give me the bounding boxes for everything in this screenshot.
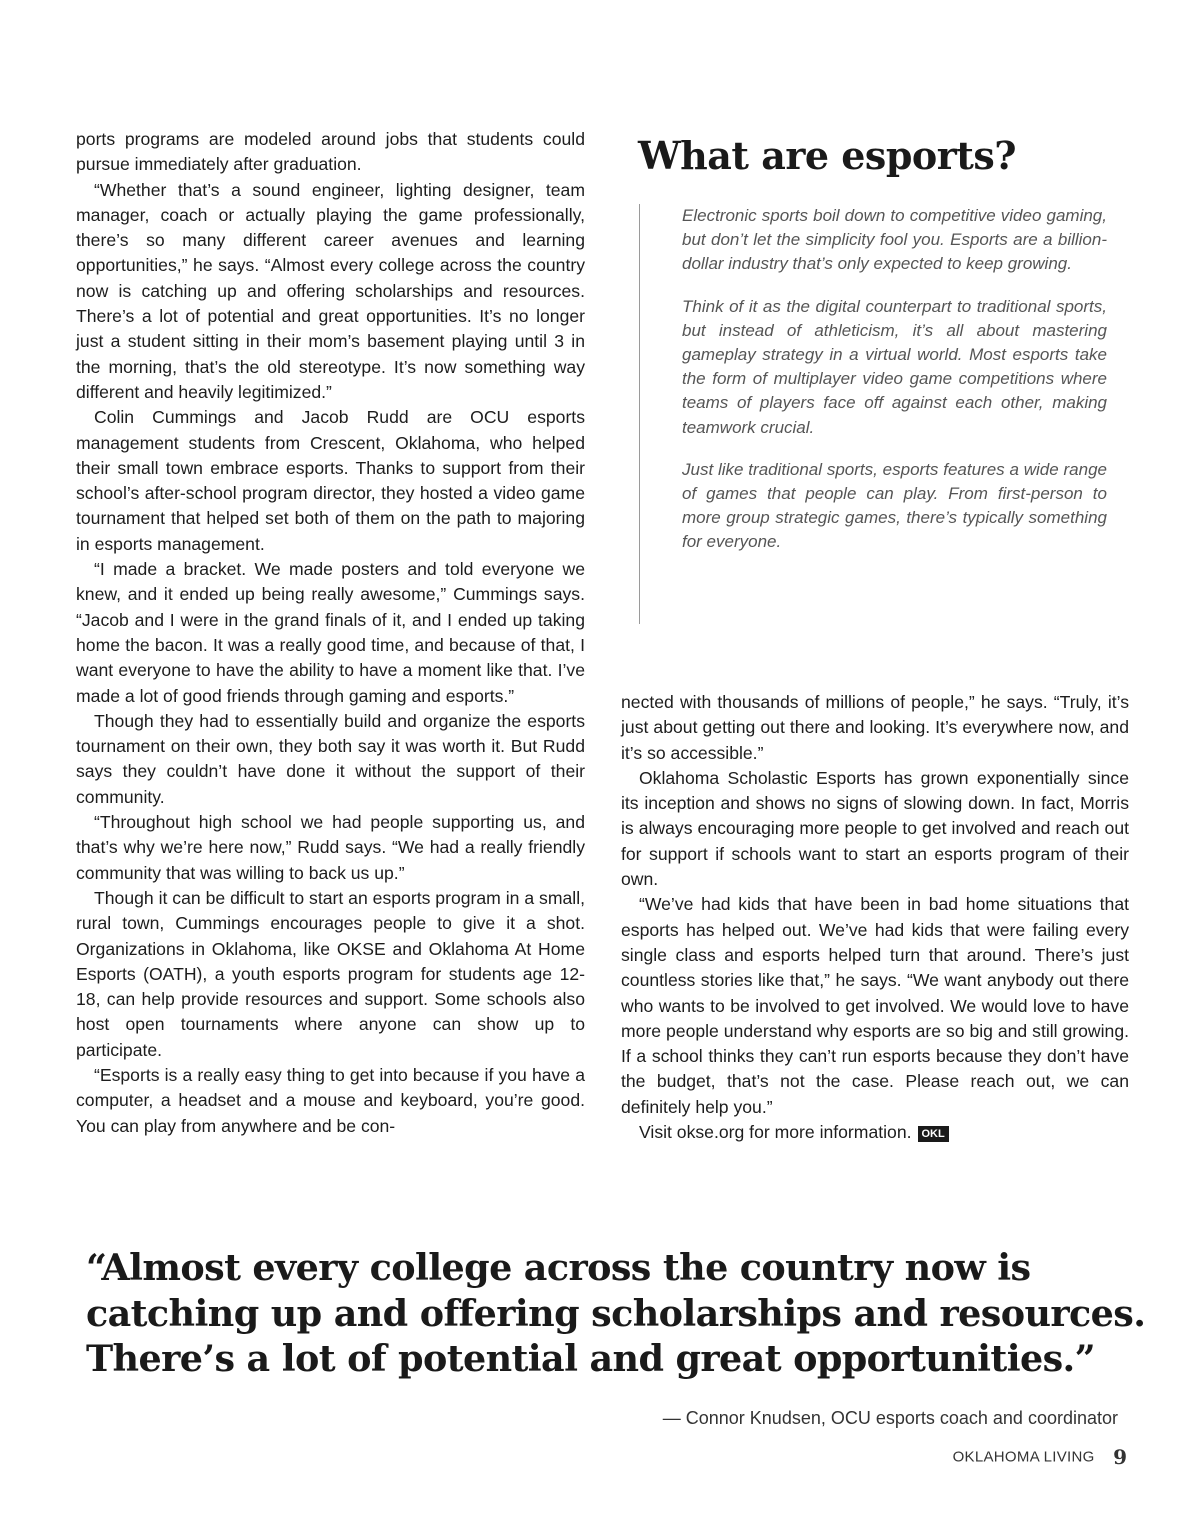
article-paragraph: “Esports is a really easy thing to get into because if you have a computer, a headset and a mouse and keyboard, you’re good. You can play from anywhere and be con- [76, 1064, 585, 1136]
sidebar-paragraph: Electronic sports boil down to competitive video gaming, but don’t let the simplicity fool you. Esports are a billion-dollar industry that’s only expected to keep growing. [682, 206, 1107, 274]
article-paragraph: nected with thousands of millions of people,” he says. “Truly, it’s just about getting out there and looking. It’s everywhere now, and it’s so accessible.” [621, 692, 1129, 763]
end-mark-badge: OKL [918, 1126, 949, 1142]
pull-quote-attribution: — Connor Knudsen, OCU esports coach and coordinator [662, 1408, 1118, 1428]
sidebar-paragraph: Just like traditional sports, esports features a wide range of games that people can play. From first-person to more group strategic games, there’s typically something for everyone. [682, 459, 1107, 552]
article-paragraph: “Throughout high school we had people supporting us, and that’s why we’re here now,” Rudd says. “We had a really friendly community that was willing to back us up.” [76, 812, 585, 883]
article-paragraph: “Whether that’s a sound engineer, lighting designer, team manager, coach or actually playing the game professionally, there’s so many different career avenues and learning opportunities,” he says. “Almost every college across the country now is catching up and offering scholarships and resources. There’s a lot of potential and great opportunities. It’s no longer just a student sitting in their mom’s basement playing until 3 in the morning, that’s the old stereotype. It’s now something way different and heavily legitimized.” [76, 179, 585, 402]
right-article-column [621, 690, 1129, 1145]
publication-name: OKLAHOMA LIVING [952, 1448, 1095, 1466]
article-paragraph: Though it can be difficult to start an esports program in a small, rural town, Cummings encourages people to give it a shot. Organizations in Oklahoma, like OKSE and Oklahoma At Home Esports (OATH), a youth esports program for students age 12-18, can help provide resources and support. Some schools also host open tournaments where anyone can show up to participate. [76, 887, 585, 1060]
sidebar-title: What are esports? [638, 133, 1016, 178]
article-paragraph: “We’ve had kids that have been in bad home situations that esports has helped out. We’ve had kids that were failing every single class and esports helped turn that around. There’s just countless stories like that,” he says. “We want anybody out there who wants to be involved to get involved. We would love to have more people understand why esports are so big and still growing. If a school thinks they can’t run esports because they don’t have the budget, that’s not the case. Please reach out, we can definitely help you.” [621, 894, 1129, 1117]
pull-quote: “Almost every college across the country now is catching up and offering scholarships and resources. There’s a lot of potential and great opportunities.” [86, 1246, 1146, 1380]
sidebar-text [682, 204, 1107, 573]
sidebar-box [639, 204, 1108, 624]
closing-paragraph [621, 1120, 1129, 1145]
article-paragraph: “I made a bracket. We made posters and told everyone we knew, and it ended up being really awesome,” Cummings says. “Jacob and I were in the grand finals of it, and I ended up taking home the bacon. It was a really good time, and because of that, I want everyone to have the ability to have a moment like that. I’ve made a lot of good friends through gaming and esports.” [76, 559, 585, 706]
article-paragraph: Though they had to essentially build and organize the esports tournament on their own, they both say it was worth it. But Rudd says they couldn’t have done it without the support of their community. [76, 710, 585, 807]
sidebar-paragraph: Think of it as the digital counterpart to traditional sports, but instead of athleticism, it’s all about mastering gameplay strategy in a virtual world. Most esports take the form of multiplayer video game competitions where teams of players face off against each other, making teamwork crucial. [682, 296, 1107, 437]
closing-line: Visit okse.org for more information. [639, 1122, 912, 1143]
page-footer [953, 1445, 1127, 1469]
article-paragraph: Oklahoma Scholastic Esports has grown exponentially since its inception and shows no signs of slowing down. In fact, Morris is always encouraging more people to get involved and reach out for support if schools want to start an esports program of their own. [621, 767, 1129, 890]
article-paragraph: ports programs are modeled around jobs that students could pursue immediately after graduation. [76, 129, 585, 175]
article-paragraph: Colin Cummings and Jacob Rudd are OCU esports management students from Crescent, Oklahoma, who helped their small town embrace esports. Thanks to support from their school’s after-school program director, they hosted a video game tournament that helped set both of them on the path to majoring in esports management. [76, 407, 585, 554]
left-article-column [76, 127, 585, 1139]
page-number: 9 [1113, 1445, 1127, 1469]
